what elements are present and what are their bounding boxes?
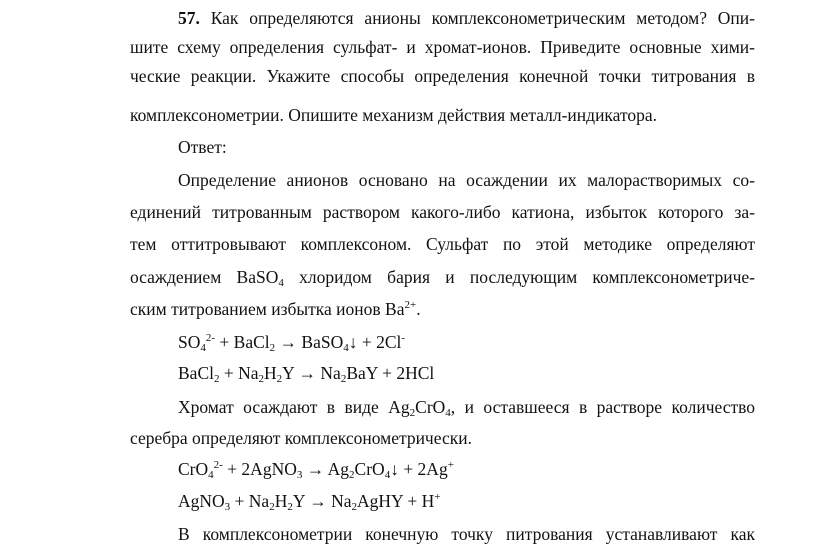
para1-line-4: осаждением BaSO$_4$ хлоридом бария и последующим комплексонометриче-	[130, 267, 755, 289]
para3-line-1: В комплексонометрии конечную точку питрования устанавливают как	[178, 524, 755, 544]
para1-line-1: Определение анионов основано на осаждении их малорастворимых со-	[178, 170, 755, 190]
equation-1: $SO_4^{2-}$ + BaCl$_2$ → BaSO$_4$↓ + 2Cl-	[178, 332, 406, 354]
question-line-3: ческие реакции. Укажите способы определения конечной точки титрования в	[130, 66, 755, 86]
equation-2: BaCl$_2$ + $Na_2H_2Y \to Na_2BaY + 2HCl$	[178, 363, 435, 385]
question-text-1: Как определяются анионы комплексонометрическим методом? Опи-	[210, 8, 755, 28]
para1-line-5: ским титрованием избытка ионов $Ba^{2+}$.	[130, 299, 421, 319]
equation-3: CrO$_4^{2-}$ + 2AgNO$_3$ → $Ag_2CrO_4↓ + 2Ag^+$	[178, 459, 454, 481]
para2-line-2: серебра определяют комплексонометрически.	[130, 428, 472, 448]
para2-line-1: Хромат осаждают в виде $Ag_2CrO_4$, и оставшееся в растворе количество	[178, 397, 756, 419]
para1-line-2: единений титрованным раствором какого-либо катиона, избыток которого за-	[130, 202, 755, 222]
question-line-4: комплексонометрии. Опишите механизм действия металл-индикатора.	[130, 105, 658, 125]
question-number: 57.	[178, 8, 200, 28]
para1-line-3: тем оттитровывают комплексоном. Сульфат по этой методике определяют	[130, 234, 755, 254]
question-line-2: шите схему определения сульфат- и хромат-ионов. Приведите основные хими-	[130, 37, 755, 57]
equation-4: AgNO$_3$ + $Na_2H_2Y$ → $Na_2AgHY + H^+$	[178, 491, 441, 513]
question-line-1	[178, 6, 755, 30]
answer-label: Ответ:	[178, 137, 227, 157]
